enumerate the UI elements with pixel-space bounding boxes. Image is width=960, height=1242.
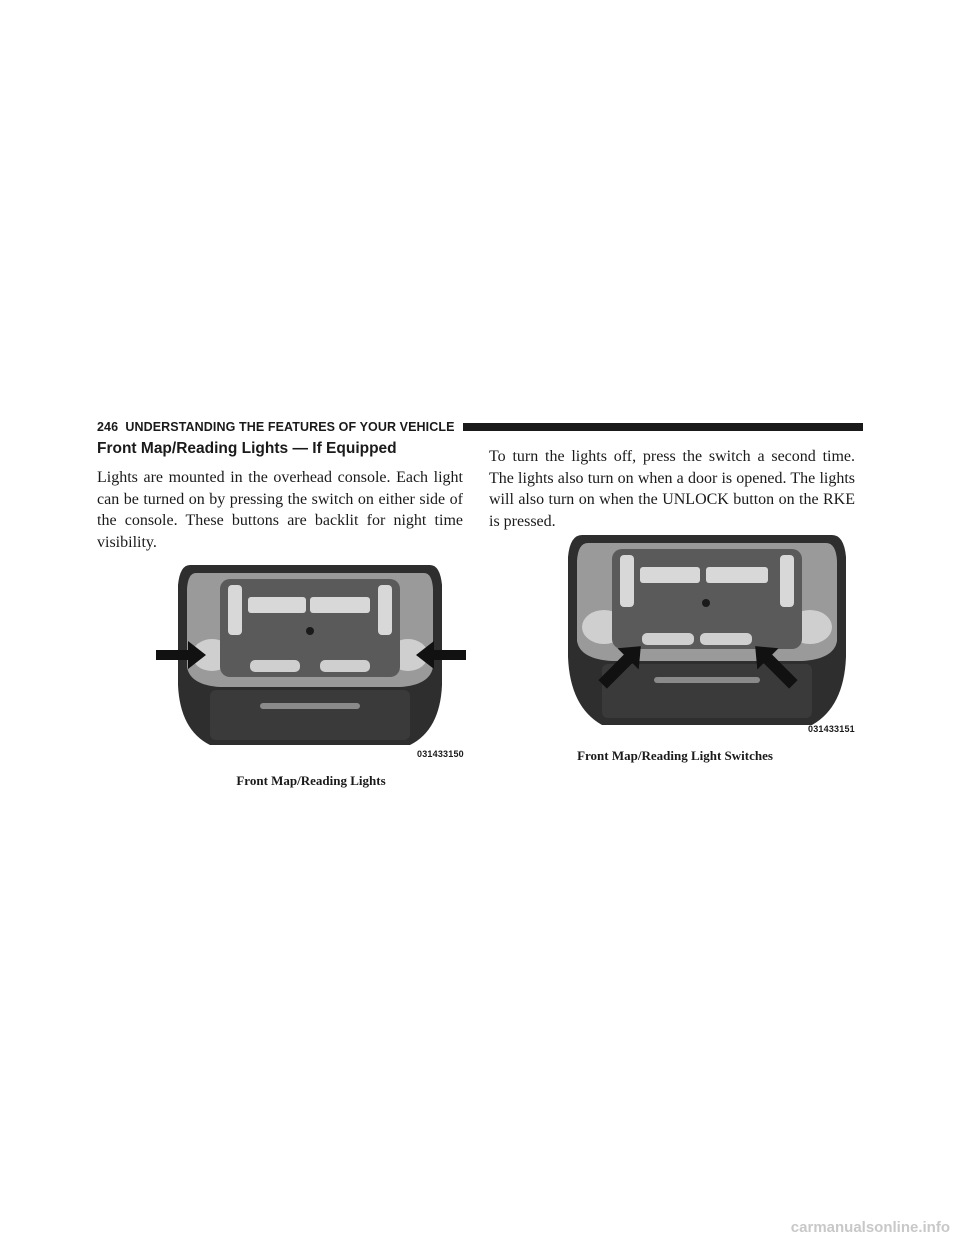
right-column <box>489 446 855 532</box>
figure-code-1: 031433150 <box>417 749 464 759</box>
page-header <box>97 418 863 436</box>
page-header-text <box>97 420 455 434</box>
section-title: Front Map/Reading Lights — If Equipped <box>97 440 397 457</box>
page-number: 246 <box>97 420 119 434</box>
paragraph-right: To turn the lights off, press the switch a second time. The lights also turn on when a door is opened. The lights will also turn on when the UNLOCK button on the RKE is pressed. <box>489 448 855 530</box>
console-illustration-1 <box>150 555 472 763</box>
watermark: carmanualsonline.info <box>790 1219 950 1236</box>
paragraph-left: Lights are mounted in the overhead console. Each light can be turned on by pressing the switch on either side of the console. These buttons are backlit for night time visibility. <box>97 469 463 551</box>
console-illustration-2 <box>540 527 875 739</box>
figure-caption-1: Front Map/Reading Lights <box>236 773 386 788</box>
figure-caption-2: Front Map/Reading Light Switches <box>577 748 773 763</box>
header-rule <box>463 423 863 431</box>
chapter-title: UNDERSTANDING THE FEATURES OF YOUR VEHICLE <box>125 420 455 434</box>
figure-reading-lights <box>150 555 472 763</box>
figure-code-2: 031433151 <box>808 724 855 734</box>
left-column <box>97 440 463 553</box>
figure-reading-light-switches <box>540 527 875 739</box>
